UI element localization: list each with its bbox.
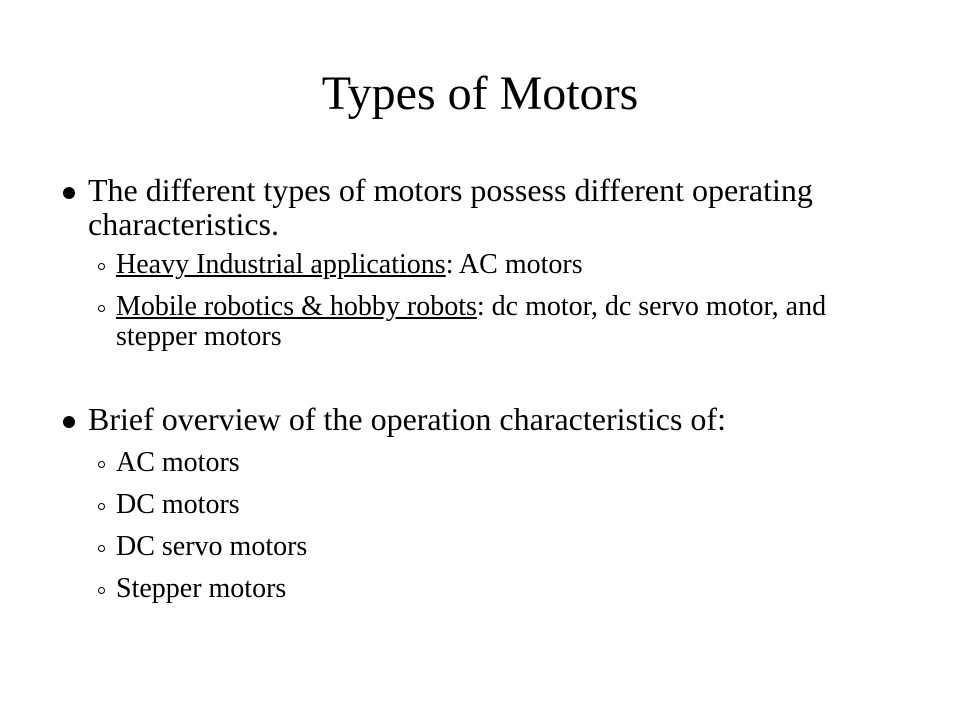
sub-bullet-underlined-text: Heavy Industrial applications — [116, 249, 446, 280]
sub-bullet-ring-icon — [98, 587, 105, 594]
bullet-item — [88, 402, 888, 436]
sub-bullet-text: Stepper motors — [116, 573, 287, 604]
sub-bullet-text: : AC motors — [445, 249, 583, 280]
sub-bullet-ring-icon — [98, 545, 105, 552]
bullet-item — [88, 173, 888, 241]
bullet-text: Brief overview of the operation characteristics of: — [88, 401, 726, 437]
bullet-dot-icon — [63, 187, 75, 199]
bullet-dot-icon — [63, 416, 75, 428]
sub-bullet-item — [116, 292, 876, 352]
sub-bullet-item — [116, 250, 876, 280]
sub-bullet-underlined-text: Mobile robotics & hobby robots — [116, 291, 477, 322]
sub-bullet-item — [116, 448, 876, 478]
sub-bullet-ring-icon — [98, 503, 105, 510]
sub-bullet-item — [116, 574, 876, 604]
sub-bullet-text: : dc motor, dc servo motor, and stepper motors — [116, 291, 827, 352]
bullet-text: The different types of motors possess different operating characteristics. — [88, 172, 813, 242]
sub-bullet-text: DC servo motors — [116, 531, 308, 562]
slide-title: Types of Motors — [321, 67, 639, 120]
sub-bullet-item — [116, 532, 876, 562]
sub-bullet-text: AC motors — [116, 447, 240, 478]
sub-bullet-text: DC motors — [116, 489, 240, 520]
sub-bullet-ring-icon — [98, 305, 105, 312]
sub-bullet-ring-icon — [98, 263, 105, 270]
sub-bullet-ring-icon — [98, 461, 105, 468]
sub-bullet-item — [116, 490, 876, 520]
